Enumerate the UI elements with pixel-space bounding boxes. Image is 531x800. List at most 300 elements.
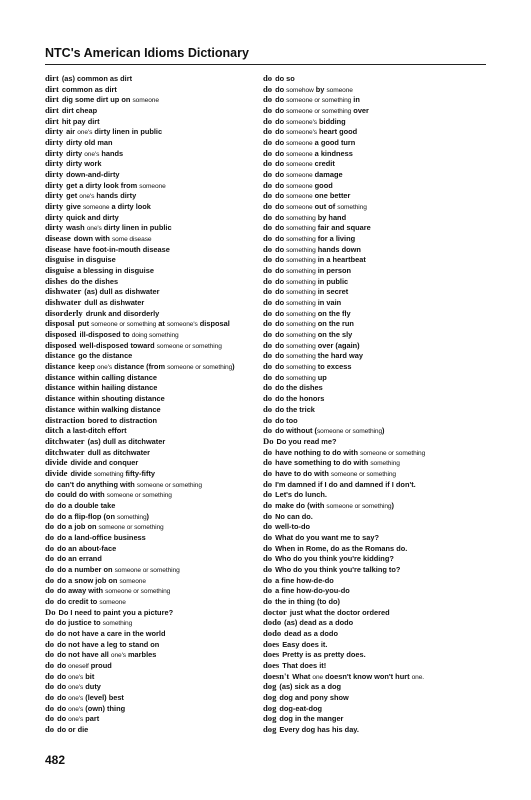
entry-headword: does	[263, 659, 280, 670]
index-entry	[263, 340, 488, 351]
idiom-placeholder: one's	[77, 129, 93, 137]
entry-headword: do	[263, 510, 273, 521]
index-entry	[45, 511, 260, 522]
entry-idiom	[277, 437, 337, 446]
entry-idiom	[275, 266, 351, 275]
idiom-text: a last-ditch effort	[66, 426, 127, 436]
entry-idiom	[86, 309, 160, 318]
index-entry	[45, 308, 260, 319]
idiom-text: do without (	[275, 426, 317, 436]
idiom-placeholder: someone	[286, 172, 313, 180]
idiom-text: do	[57, 671, 69, 681]
idiom-text: by	[313, 84, 327, 94]
index-entry	[45, 254, 260, 265]
entry-idiom	[66, 213, 119, 222]
index-entry	[263, 116, 488, 127]
idiom-text: one better	[312, 191, 351, 201]
idiom-placeholder: one's	[68, 673, 84, 681]
entry-headword: dirty	[45, 147, 64, 158]
index-entry	[45, 212, 260, 223]
idiom-text: do	[275, 180, 287, 190]
entry-idiom	[70, 277, 118, 286]
idiom-text: a fine how-do-you-do	[275, 586, 350, 596]
entry-idiom	[78, 351, 132, 360]
entry-idiom	[275, 405, 315, 414]
index-entry	[45, 169, 260, 180]
idiom-text: What do you want me to say?	[275, 532, 379, 542]
entry-idiom	[284, 629, 338, 638]
idiom-text: dull as dishwater	[84, 298, 145, 308]
index-entry	[45, 564, 260, 575]
entry-headword: do	[263, 563, 273, 574]
entry-idiom	[57, 650, 156, 659]
idiom-text: Do you read me?	[276, 436, 337, 446]
entry-idiom	[290, 608, 390, 617]
index-entry	[45, 190, 260, 201]
index-entry	[263, 713, 488, 724]
entry-headword: do	[263, 403, 273, 414]
entry-idiom	[275, 501, 394, 510]
entry-idiom	[57, 682, 101, 691]
idiom-text: do	[275, 362, 287, 372]
idiom-placeholder: one	[312, 673, 324, 681]
entry-headword: do	[45, 670, 55, 681]
entry-headword: do	[263, 585, 273, 596]
idiom-text: within calling distance	[78, 372, 157, 382]
entry-idiom	[275, 341, 360, 350]
idiom-text: dead as a dodo	[284, 628, 338, 638]
idiom-text: in vain	[315, 298, 342, 308]
entry-headword: disposed	[45, 329, 77, 340]
entry-idiom	[275, 277, 348, 286]
entry-idiom	[57, 693, 124, 702]
entry-idiom	[275, 191, 350, 200]
idiom-text: on the fly	[315, 308, 351, 318]
index-entry	[263, 521, 488, 532]
idiom-text: do too	[275, 415, 298, 425]
entry-headword: disease	[45, 233, 71, 244]
index-entry	[263, 372, 488, 383]
index-entry	[263, 265, 488, 276]
idiom-placeholder: something	[337, 204, 367, 212]
entry-idiom	[80, 330, 179, 339]
idiom-placeholder: one.	[411, 673, 425, 681]
idiom-text: dirty linen in public	[92, 127, 163, 137]
idiom-text: in	[351, 95, 360, 105]
entry-idiom	[275, 127, 357, 136]
index-entry	[45, 340, 260, 351]
entry-idiom	[84, 298, 144, 307]
index-entry	[263, 212, 488, 223]
header-rule	[45, 64, 486, 65]
idiom-text: do a flip-flop (on	[57, 511, 118, 521]
idiom-text: have to do with	[275, 468, 331, 478]
index-entry	[45, 73, 260, 84]
idiom-text: dog in the manger	[279, 714, 344, 724]
entry-headword: do	[263, 254, 273, 265]
entry-headword: disease	[45, 243, 71, 254]
idiom-text: do	[275, 276, 287, 286]
idiom-text: do the dishes	[275, 383, 323, 393]
running-header: NTC's American Idioms Dictionary	[45, 46, 249, 60]
index-entry	[45, 585, 260, 596]
index-entry	[45, 126, 260, 137]
idiom-placeholder: someone	[286, 182, 313, 190]
entry-idiom	[275, 554, 394, 563]
idiom-text: in disguise	[77, 255, 116, 265]
idiom-text: do	[275, 234, 287, 244]
idiom-text: Do I need to paint you a picture?	[58, 607, 174, 617]
index-entry	[263, 447, 488, 458]
idiom-text: That does it!	[282, 660, 327, 670]
index-entry	[45, 521, 260, 532]
index-entry	[263, 222, 488, 233]
entry-headword: do	[45, 691, 55, 702]
idiom-text: down-and-dirty	[66, 170, 120, 180]
entry-idiom	[279, 682, 341, 691]
idiom-text: in a heartbeat	[315, 255, 366, 265]
idiom-text: (level) best	[83, 692, 124, 702]
idiom-text: (as) dull as ditchwater	[87, 436, 166, 446]
entry-idiom	[284, 618, 353, 627]
index-entry	[263, 361, 488, 372]
entry-idiom	[275, 416, 298, 425]
entry-idiom	[78, 373, 157, 382]
entry-idiom	[57, 565, 180, 574]
idiom-text: )	[232, 362, 235, 372]
index-entry	[45, 681, 260, 692]
idiom-placeholder: someone or something	[105, 588, 171, 596]
idiom-placeholder: one's	[68, 716, 84, 724]
entry-idiom	[275, 490, 327, 499]
entry-headword: dirty	[45, 201, 64, 212]
index-entry	[45, 500, 260, 511]
idiom-text: hands dirty	[94, 191, 137, 201]
entry-idiom	[57, 586, 170, 595]
index-entry	[263, 628, 488, 639]
entry-headword: do	[263, 574, 273, 585]
index-entry	[263, 148, 488, 159]
entry-idiom	[275, 565, 400, 574]
index-entry	[45, 372, 260, 383]
idiom-text: (as) dull as dishwater	[84, 287, 160, 297]
idiom-text: air	[66, 127, 78, 137]
entry-headword: does	[263, 638, 280, 649]
index-entry	[45, 297, 260, 308]
idiom-text: get a dirty look from	[66, 180, 140, 190]
entry-headword: disguise	[45, 265, 75, 276]
index-entry	[263, 158, 488, 169]
entry-idiom	[57, 501, 115, 510]
idiom-text: dog-eat-dog	[279, 703, 323, 713]
idiom-placeholder: someone's	[286, 129, 317, 137]
index-entry	[45, 116, 260, 127]
entry-idiom	[57, 522, 164, 531]
entry-idiom	[66, 127, 162, 136]
idiom-text: do or die	[57, 724, 89, 734]
idiom-placeholder: one's	[84, 150, 100, 158]
idiom-text: over (again)	[315, 340, 360, 350]
entry-headword: do	[263, 414, 273, 425]
entry-headword: disguise	[45, 254, 75, 265]
idiom-text: the in thing (to do)	[275, 596, 340, 606]
entry-idiom	[275, 149, 353, 158]
entry-headword: divide	[45, 457, 68, 468]
entry-headword: do	[263, 126, 273, 137]
entry-idiom	[282, 640, 327, 649]
idiom-placeholder: something	[286, 214, 316, 222]
idiom-text: (as) dead as a dodo	[284, 618, 354, 628]
idiom-placeholder: someone or something	[106, 492, 172, 500]
entry-idiom	[57, 629, 165, 638]
idiom-text: hands	[99, 148, 124, 158]
idiom-text: do away with	[57, 586, 106, 596]
entry-idiom	[275, 255, 366, 264]
entry-headword: do	[263, 275, 273, 286]
idiom-text: do	[275, 202, 287, 212]
entry-idiom	[57, 704, 125, 713]
idiom-placeholder: oneself	[68, 662, 89, 670]
index-entry	[263, 169, 488, 180]
index-entry	[263, 724, 488, 735]
index-entry	[45, 724, 260, 735]
idiom-text: damage	[312, 170, 343, 180]
idiom-text: divide	[70, 468, 94, 478]
idiom-placeholder: one's	[96, 364, 113, 372]
idiom-text: When in Rome, do as the Romans do.	[275, 543, 408, 553]
idiom-text: go the distance	[78, 351, 133, 361]
entry-idiom	[279, 704, 322, 713]
index-entry	[45, 222, 260, 233]
idiom-text: do an errand	[57, 554, 102, 564]
entry-headword: do	[263, 179, 273, 190]
index-entry	[45, 393, 260, 404]
idiom-placeholder: someone or something	[98, 524, 164, 532]
index-entry	[45, 404, 260, 415]
idiom-placeholder: someone or something	[326, 502, 392, 510]
idiom-text: do a job on	[57, 522, 99, 532]
entry-headword: do	[263, 158, 273, 169]
index-entry	[263, 244, 488, 255]
entry-headword: do	[263, 446, 273, 457]
entry-headword: do	[45, 574, 55, 585]
idiom-placeholder: something	[286, 268, 316, 276]
idiom-text: do	[275, 106, 287, 116]
idiom-text: dirty	[66, 148, 85, 158]
idiom-placeholder: something	[286, 278, 316, 286]
entry-headword: distance	[45, 371, 76, 382]
idiom-text: a fine how-de-do	[275, 575, 334, 585]
idiom-text: do an about-face	[57, 543, 117, 553]
index-entry	[45, 329, 260, 340]
index-entry	[45, 233, 260, 244]
index-entry	[45, 286, 260, 297]
idiom-text: do	[275, 170, 287, 180]
idiom-placeholder: someone or something	[330, 470, 396, 478]
idiom-text: do	[57, 714, 69, 724]
entry-headword: distance	[45, 361, 76, 372]
index-entry	[45, 713, 260, 724]
entry-headword: do	[45, 489, 55, 500]
index-entry	[263, 254, 488, 265]
index-entry	[263, 180, 488, 191]
idiom-text: do	[275, 372, 287, 382]
entry-idiom	[275, 309, 351, 318]
idiom-text: do the honors	[275, 394, 325, 404]
idiom-placeholder: someone or something	[136, 481, 202, 489]
idiom-text: do a number on	[57, 564, 115, 574]
idiom-text: fair and square	[315, 223, 371, 233]
entry-idiom	[275, 117, 346, 126]
entry-headword: dirty	[45, 137, 64, 148]
index-entry	[263, 286, 488, 297]
entry-idiom	[275, 373, 327, 382]
index-entry	[45, 703, 260, 714]
idiom-placeholder: something	[286, 353, 316, 361]
entry-idiom	[57, 544, 116, 553]
idiom-text: do	[275, 287, 287, 297]
entry-headword: do	[45, 499, 55, 510]
idiom-placeholder: someone	[139, 182, 166, 190]
entry-headword: do	[45, 542, 55, 553]
idiom-text: keep	[78, 362, 97, 372]
entry-headword: do	[263, 286, 273, 297]
idiom-text: within walking distance	[78, 404, 161, 414]
index-entry	[45, 607, 260, 618]
idiom-text: wash	[66, 223, 87, 233]
index-entry	[263, 84, 488, 95]
idiom-text: Who do you think you're talking to?	[275, 564, 401, 574]
entry-headword: divide	[45, 467, 68, 478]
idiom-text: well-disposed toward	[79, 340, 157, 350]
entry-headword: do	[263, 265, 273, 276]
index-entry	[263, 73, 488, 84]
index-entry	[45, 692, 260, 703]
entry-idiom	[66, 138, 112, 147]
entry-idiom	[62, 95, 159, 104]
idiom-text: in person	[315, 266, 352, 276]
entry-headword: do	[45, 553, 55, 564]
idiom-placeholder: something	[286, 300, 316, 308]
index-entry	[263, 94, 488, 105]
entry-idiom	[62, 106, 97, 115]
index-entry	[263, 543, 488, 554]
idiom-text: can't do anything with	[57, 479, 137, 489]
entry-idiom	[275, 298, 341, 307]
idiom-placeholder: one's	[110, 652, 126, 660]
entry-headword: do	[45, 617, 55, 628]
idiom-placeholder: something	[286, 321, 316, 329]
entry-headword: do	[263, 222, 273, 233]
entry-headword: dog	[263, 691, 277, 702]
entry-idiom	[275, 458, 400, 467]
entry-headword: dirty	[45, 190, 64, 201]
entry-headword: dodo	[263, 627, 282, 638]
entry-idiom	[66, 170, 119, 179]
entry-idiom	[275, 330, 352, 339]
idiom-text: do justice to	[57, 618, 103, 628]
entry-headword: dog	[263, 702, 277, 713]
entry-idiom	[279, 725, 359, 734]
index-entry	[263, 425, 488, 436]
idiom-placeholder: something	[286, 332, 316, 340]
idiom-text: divide and conquer	[70, 458, 139, 468]
idiom-text: fifty-fifty	[123, 468, 156, 478]
index-entry	[45, 436, 260, 447]
idiom-placeholder: someone	[99, 598, 126, 606]
idiom-text: over	[351, 106, 369, 116]
index-entry	[45, 457, 260, 468]
index-entry	[45, 244, 260, 255]
idiom-placeholder: one's	[86, 225, 102, 233]
entry-headword: disposal	[45, 318, 75, 329]
idiom-placeholder: someone's	[166, 321, 198, 329]
idiom-text: ill-disposed to	[79, 330, 132, 340]
entry-idiom	[66, 202, 151, 211]
idiom-placeholder: someone	[119, 577, 146, 585]
entry-headword: distance	[45, 382, 76, 393]
right-column	[263, 73, 488, 735]
idiom-text: do not have all	[57, 650, 111, 660]
entry-idiom	[66, 159, 101, 168]
idiom-text: do	[275, 116, 287, 126]
idiom-placeholder: someone or something	[114, 566, 180, 574]
idiom-text: Pretty is as pretty does.	[282, 650, 366, 660]
idiom-text: dirty old man	[66, 138, 113, 148]
index-entry	[45, 671, 260, 682]
entry-idiom	[275, 512, 313, 521]
entry-idiom	[275, 95, 360, 104]
entry-headword: do	[45, 649, 55, 660]
entry-headword: do	[263, 350, 273, 361]
entry-headword: do	[263, 457, 273, 468]
entry-idiom	[78, 362, 235, 371]
idiom-text: do not have a care in the world	[57, 628, 166, 638]
idiom-placeholder: something	[117, 513, 147, 521]
idiom-text: do	[57, 703, 69, 713]
entry-headword: do	[263, 297, 273, 308]
entry-headword: do	[263, 542, 273, 553]
idiom-placeholder: someone	[286, 161, 313, 169]
entry-headword: dirt	[45, 94, 59, 105]
index-entry	[263, 564, 488, 575]
entry-headword: do	[263, 489, 273, 500]
idiom-text: a good turn	[312, 138, 356, 148]
idiom-text: down with	[73, 234, 112, 244]
entry-headword: does	[263, 649, 280, 660]
entry-headword: do	[45, 563, 55, 574]
entry-idiom	[78, 319, 230, 328]
idiom-text: have foot-in-mouth disease	[73, 244, 170, 254]
entry-headword: ditch	[45, 425, 64, 436]
entry-idiom	[275, 480, 416, 489]
idiom-text: do	[275, 148, 287, 158]
entry-idiom	[70, 458, 138, 467]
entry-headword: do	[263, 73, 273, 83]
idiom-text: proud	[88, 660, 112, 670]
entry-idiom	[80, 341, 222, 350]
entry-idiom	[57, 576, 146, 585]
index-entry	[263, 318, 488, 329]
entry-idiom	[66, 149, 123, 158]
index-entry	[263, 329, 488, 340]
idiom-placeholder: someone or something	[360, 449, 426, 457]
index-entry	[45, 148, 260, 159]
index-entry	[263, 532, 488, 543]
idiom-text: common as dirt	[61, 84, 117, 94]
entry-idiom	[282, 650, 365, 659]
entry-idiom	[279, 714, 343, 723]
